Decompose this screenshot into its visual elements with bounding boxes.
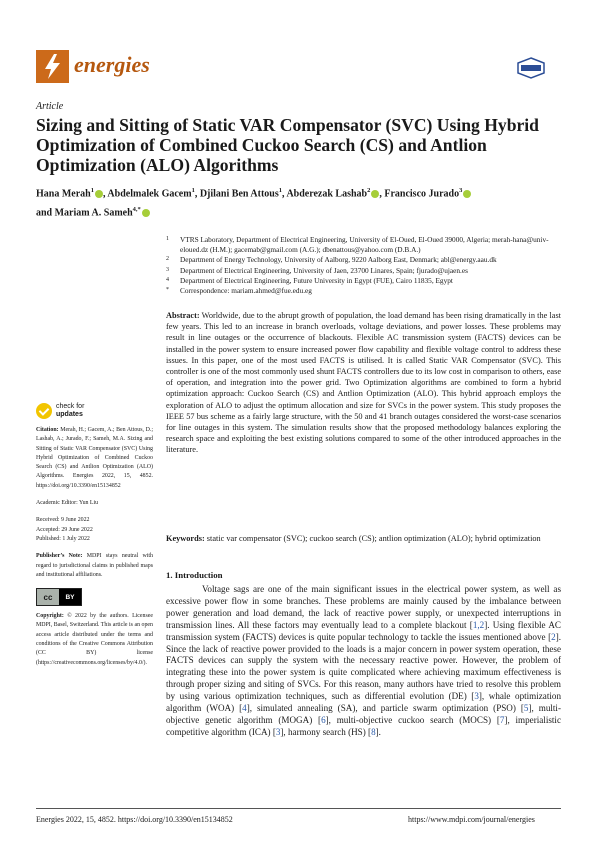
affiliation-item	[166, 286, 561, 296]
intro-text: ], whale optimization algorithm (WOA) [	[166, 691, 561, 714]
copyright-block	[36, 612, 153, 668]
intro-text: ]. Using flexible AC transmission system (FACTS) devices is quite popular technology to tackle the issues mentioned above [	[166, 619, 561, 642]
author-name: Abdelmalek Gacem	[107, 188, 192, 200]
publisher-note-label: Publisher’s Note:	[36, 553, 83, 560]
affiliation-item	[166, 266, 561, 276]
abstract-label: Abstract:	[166, 311, 200, 320]
affiliations	[166, 235, 561, 296]
mdpi-logo-icon[interactable]	[516, 57, 546, 79]
citation-text: Merah, H.; Gacem, A.; Ben Attous, D.; Lashab, A.; Jurado, F.; Sameh, M.A. Sizing and Sitting of Static VAR Compensator (SVC) Using Hybrid Optimization of Combined Cuckoo Search (CS) and Antlion Optimization (ALO) Algorithms. Energies 2022, 15, 4852. https://doi.org/10.3390/en15134852	[36, 427, 153, 489]
author-affiliation-sup: 4,*	[132, 206, 141, 214]
abstract	[166, 310, 561, 456]
author-affiliation-sup: 2	[367, 187, 371, 194]
affiliation-number: 2	[166, 256, 169, 263]
author-separator: ,	[281, 188, 287, 200]
author-name: Djilani Ben Attous	[199, 188, 279, 200]
author-separator: ,	[102, 188, 108, 200]
section-heading-introduction: 1. Introduction	[166, 570, 223, 580]
citation-link[interactable]: 5	[523, 703, 529, 714]
check-for-updates-button[interactable]	[36, 403, 153, 419]
affiliation-text: Department of Energy Technology, University of Aalborg, 9220 Aalborg East, Denmark; abl@energy.aau.dk	[180, 255, 497, 265]
sidebar	[36, 403, 153, 676]
affiliation-number: 4	[166, 276, 169, 283]
affiliation-text: Correspondence: mariam.ahmed@fue.edu.eg	[180, 286, 312, 296]
date-published: Published: 1 July 2022	[36, 535, 90, 542]
check-updates-line2: updates	[56, 411, 83, 418]
intro-text: ], simulated annealing (SA), and particle swarm optimization (PSO) [	[246, 703, 524, 714]
author-affiliation-sup: 1	[278, 187, 282, 194]
date-received: Received: 9 June 2022	[36, 517, 90, 524]
footer-journal-link[interactable]: https://www.mdpi.com/journal/energies	[408, 815, 535, 824]
author-list	[36, 183, 561, 222]
date-accepted: Accepted: 29 June 2022	[36, 526, 93, 533]
affiliation-item	[166, 235, 561, 255]
keywords-label: Keywords:	[166, 534, 205, 543]
intro-text: ], multi-objective cuckoo search (MOCS) [	[325, 714, 500, 725]
affiliation-text: Department of Electrical Engineering, Future University in Egypt (FUE), Cairo 11835, Egypt	[180, 275, 453, 285]
intro-text: Voltage sags are one of the main significant issues in the electrical power system, as well as excessive power flow in some branches. These problems are mainly caused by the imbalance between power generation and load demand, the lack of reactive power supply, or unexpected interruptions in transmission lines. All these factors may eventually lead to a complete blackout [	[166, 584, 561, 630]
journal-logo-icon	[36, 50, 69, 83]
intro-text: ]. Since the lack of reactive power provided to the loads is a major concern in power system operation, these FACTS devices can supply the system with the necessary reactive power. However, the problem of integrating these into the power system is quite complicated where achieving maximum effectiveness is through proper sizing and siting of SVCs. For this reason, many authors have tried to resolve this problem by using various optimization techniques, such as differential evolution (DE) [	[166, 631, 561, 702]
article-type: Article	[36, 101, 64, 112]
intro-text: ], multi-objective genetic algorithm (MOGA) [	[166, 703, 561, 725]
affiliation-number: *	[166, 287, 169, 294]
citation-block	[36, 426, 153, 491]
intro-text: ], harmony search (HS) [	[280, 726, 372, 737]
author-name: Hana Merah	[36, 188, 91, 200]
affiliation-number: 3	[166, 266, 169, 273]
orcid-icon[interactable]	[95, 190, 103, 198]
publisher-note	[36, 552, 153, 580]
footer-divider	[36, 808, 561, 809]
check-updates-line1: check for	[56, 403, 85, 410]
author-separator: ,	[379, 188, 385, 200]
copyright-label: Copyright:	[36, 613, 64, 620]
author-affiliation-sup: 3	[459, 187, 463, 194]
keywords-text: static var compensator (SVC); cuckoo search (CS); antlion optimization (ALO); hybrid optimization	[206, 534, 541, 543]
orcid-icon[interactable]	[463, 190, 471, 198]
author-name: Abderezak Lashab	[286, 188, 368, 200]
author-affiliation-sup: 1	[191, 187, 195, 194]
citation-link[interactable]: 8	[371, 726, 376, 737]
copyright-text: © 2022 by the authors. Licensee MDPI, Basel, Switzerland. This article is an open access article distributed under the terms and conditions of the Creative Commons Attribution (CC BY) license (https://creativecommons.org/licenses/by/4.0/).	[36, 613, 154, 666]
orcid-icon[interactable]	[142, 209, 150, 217]
affiliation-item	[166, 255, 561, 265]
citation-link[interactable]: 7	[499, 714, 505, 725]
citation-link[interactable]: 4	[242, 703, 247, 714]
paper-title: Sizing and Sitting of Static VAR Compensator (SVC) Using Hybrid Optimization of Combined Cuckoo Search (CS) and Antlion Optimization (ALO) Algorithms	[36, 115, 539, 175]
academic-editor: Academic Editor: Yun Liu	[36, 500, 99, 507]
keywords	[166, 533, 561, 544]
abstract-text: Worldwide, due to the abrupt growth of population, the load demand has been rising dramatically in the last few years. This led to an increase in branch overloads, voltage deviations, and power losses. These problems may result in line outages or the occurrence of blackouts. Flexible AC transmission system (FACTS) devices can be installed in the power system to ensure increased power flow capability and flexible voltage control to address these issues. In this paper, one of the most used FACTS is utilised. It is called Static VAR Compensator (SVC). This controller is one of the most commonly used shunt FACTS controllers due to its low cost in comparison to others, ease of operation, and integration into the power grid. Two Optimization algorithms are combined to form a hybrid optimization approach: Cuckoo Search (CS) and Antlion Optimization (ALO). This hybrid approach employs the exploration of ALO to adjust the optimum allocation and size for SVCs in the power system. This study proposes the IEEE 57 bus scheme as a fairly large structure, with the 50 and 41 branch outages considered the worst-case scenarios for line outages in this system. The simulation results show that the proposed methodology balances exploring the research space and exploiting the best existing solutions compared to some of the other introduced approaches in the literature.	[166, 311, 561, 455]
affiliation-text: Department of Electrical Engineering, University of Jaen, 23700 Linares, Spain; fjurado@ujaen.es	[180, 265, 468, 275]
citation-link[interactable]: 2	[551, 631, 556, 642]
publisher-note-text: MDPI stays neutral with regard to jurisdictional claims in published maps and institutional affiliations.	[36, 553, 153, 578]
citation-link[interactable]: 3	[275, 726, 281, 737]
cc-by-license-icon[interactable]	[36, 588, 82, 606]
intro-text: ].	[375, 726, 381, 737]
author-affiliation-sup: 1	[90, 187, 94, 194]
cc-icon-left: cc	[37, 589, 59, 605]
author-name: Francisco Jurado	[384, 188, 460, 200]
cc-icon-right: BY	[59, 589, 81, 605]
author-separator: ,	[194, 188, 200, 200]
citation-link[interactable]: 1,2	[472, 619, 485, 630]
checkmark-icon	[36, 403, 52, 419]
intro-text: ], imperialistic competitive algorithm (ICA) [	[166, 714, 561, 737]
affiliation-item	[166, 276, 561, 286]
affiliation-text: VTRS Laboratory, Department of Electrical Engineering, University of El-Oued, El-Oued 39000, Algeria; merah-hana@univ-eloued.dz (H.M.); gacemab@gmail.com (A.G.); dbenattous@yahoo.com (D.B.A.)	[180, 235, 549, 255]
citation-link[interactable]: 3	[474, 691, 479, 702]
intro-paragraph	[166, 584, 561, 739]
journal-name[interactable]: energies	[74, 52, 150, 77]
footer-citation: Energies 2022, 15, 4852. https://doi.org/10.3390/en15134852	[36, 815, 233, 824]
affiliation-number: 1	[166, 236, 169, 242]
citation-link[interactable]: 6	[321, 714, 326, 725]
citation-label: Citation:	[36, 427, 59, 433]
author-name: and Mariam A. Sameh	[36, 207, 133, 219]
